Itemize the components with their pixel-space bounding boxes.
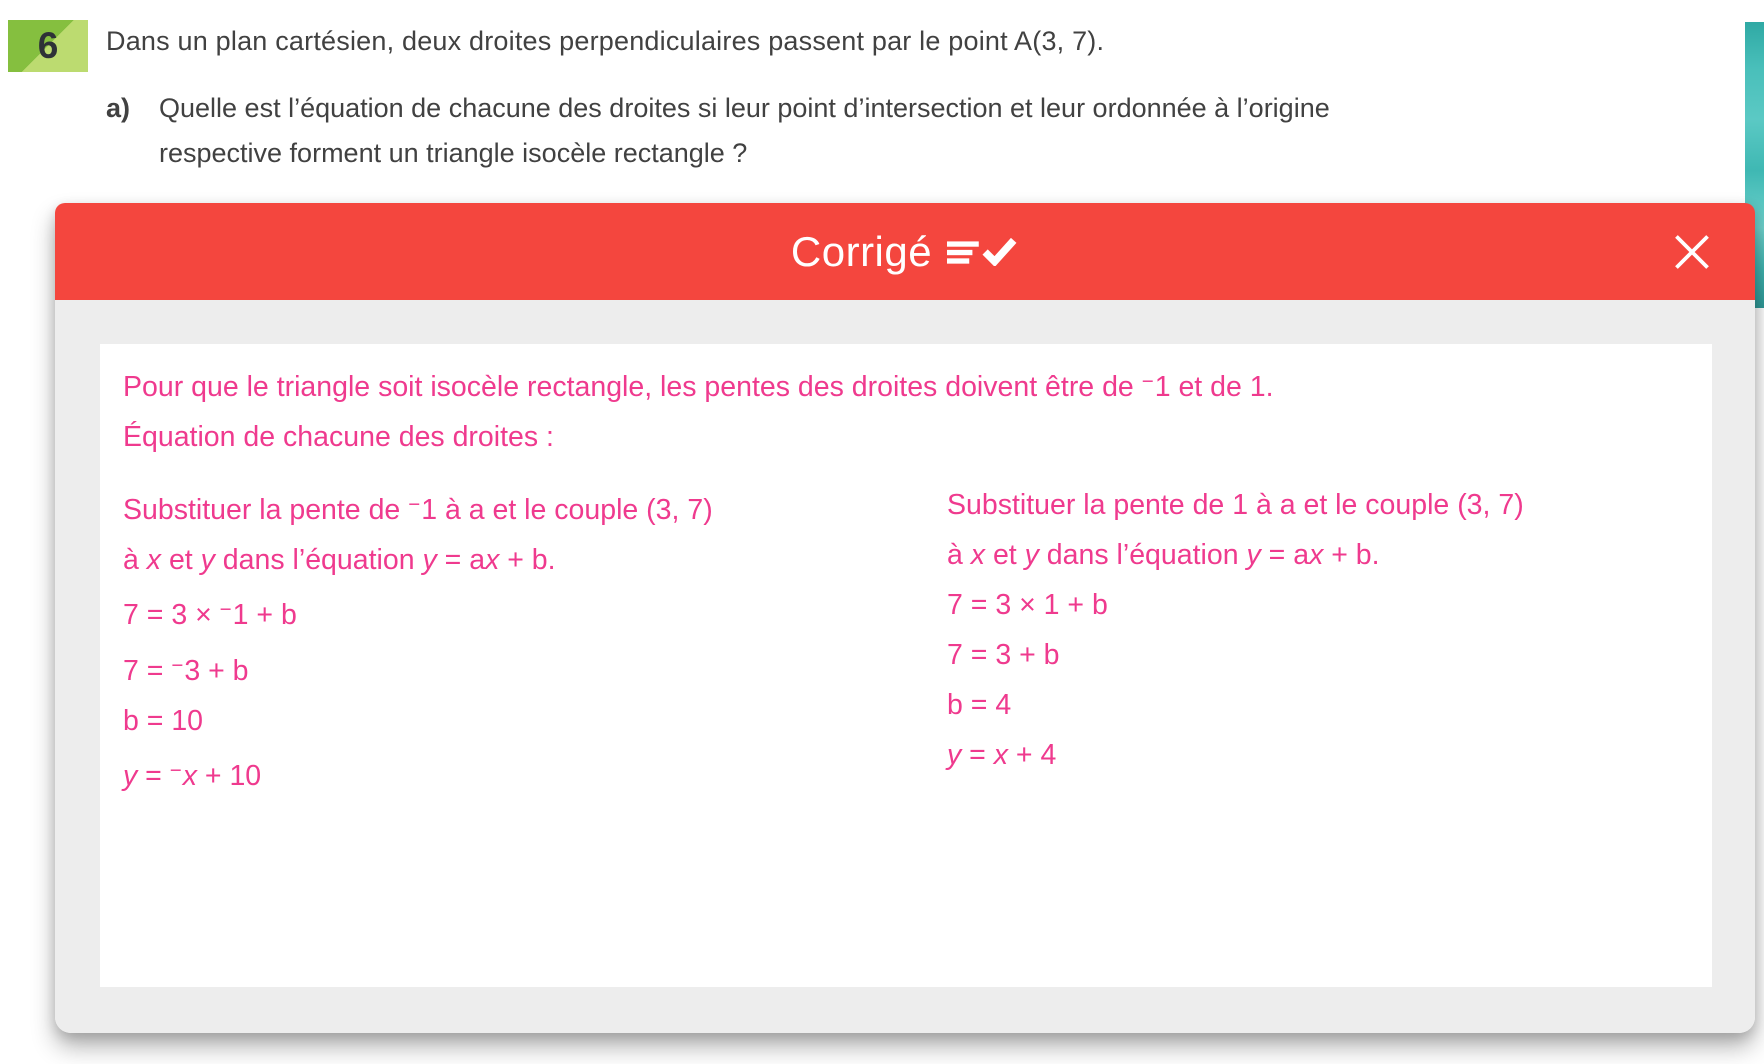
solution-intro-line: Équation de chacune des droites : — [123, 421, 554, 454]
solution-line: y = x + 4 — [947, 739, 1057, 772]
sub-question-label: a) — [106, 93, 131, 123]
corrige-body — [55, 300, 1755, 1033]
question-text: Dans un plan cartésien, deux droites perpendiculaires passent par le point A(3, 7). — [106, 26, 1105, 56]
solution-line: 7 = 3 × 1 + b — [947, 589, 1108, 622]
sub-question-line: Quelle est l’équation de chacune des droites si leur point d’intersection et leur ordonnée à l’origine — [159, 93, 1330, 123]
solution-column-left — [123, 480, 947, 801]
corrige-title-group — [791, 228, 1019, 276]
solution-intro-line: Pour que le triangle soit isocèle rectangle, les pentes des droites doivent être de −1 et de 1. — [123, 370, 1274, 404]
solution-line: 7 = −3 + b — [123, 653, 249, 687]
question-number: 6 — [37, 25, 59, 66]
corrige-title: Corrigé — [790, 227, 933, 275]
sub-question-text — [159, 86, 1330, 176]
solution-line: Substituer la pente de 1 à a et le couple (3, 7) — [947, 489, 1524, 522]
sub-question-line: respective forment un triangle isocèle rectangle ? — [159, 138, 748, 168]
corrige-modal — [55, 203, 1755, 1033]
close-button[interactable] — [1669, 229, 1715, 275]
solution-line: b = 10 — [123, 704, 204, 737]
solution-card — [100, 344, 1712, 987]
list-check-icon — [947, 238, 1019, 266]
solution-line: y = −x + 10 — [123, 758, 262, 793]
solution-line: Substituer la pente de −1 à a et le couple (3, 7) — [123, 493, 713, 527]
solution-line: à x et y dans l’équation y = ax + b. — [123, 544, 556, 577]
solution-line: b = 4 — [947, 689, 1012, 722]
solution-line: 7 = 3 + b — [947, 639, 1060, 672]
solution-line: à x et y dans l’équation y = ax + b. — [947, 539, 1380, 572]
close-icon — [1672, 232, 1712, 272]
solution-column-right — [947, 480, 1524, 801]
solution-columns — [123, 480, 1712, 801]
corrige-header — [55, 203, 1755, 300]
sub-question-row — [106, 86, 1330, 176]
solution-line: 7 = 3 × −1 + b — [123, 598, 297, 632]
question-number-badge — [8, 20, 88, 72]
